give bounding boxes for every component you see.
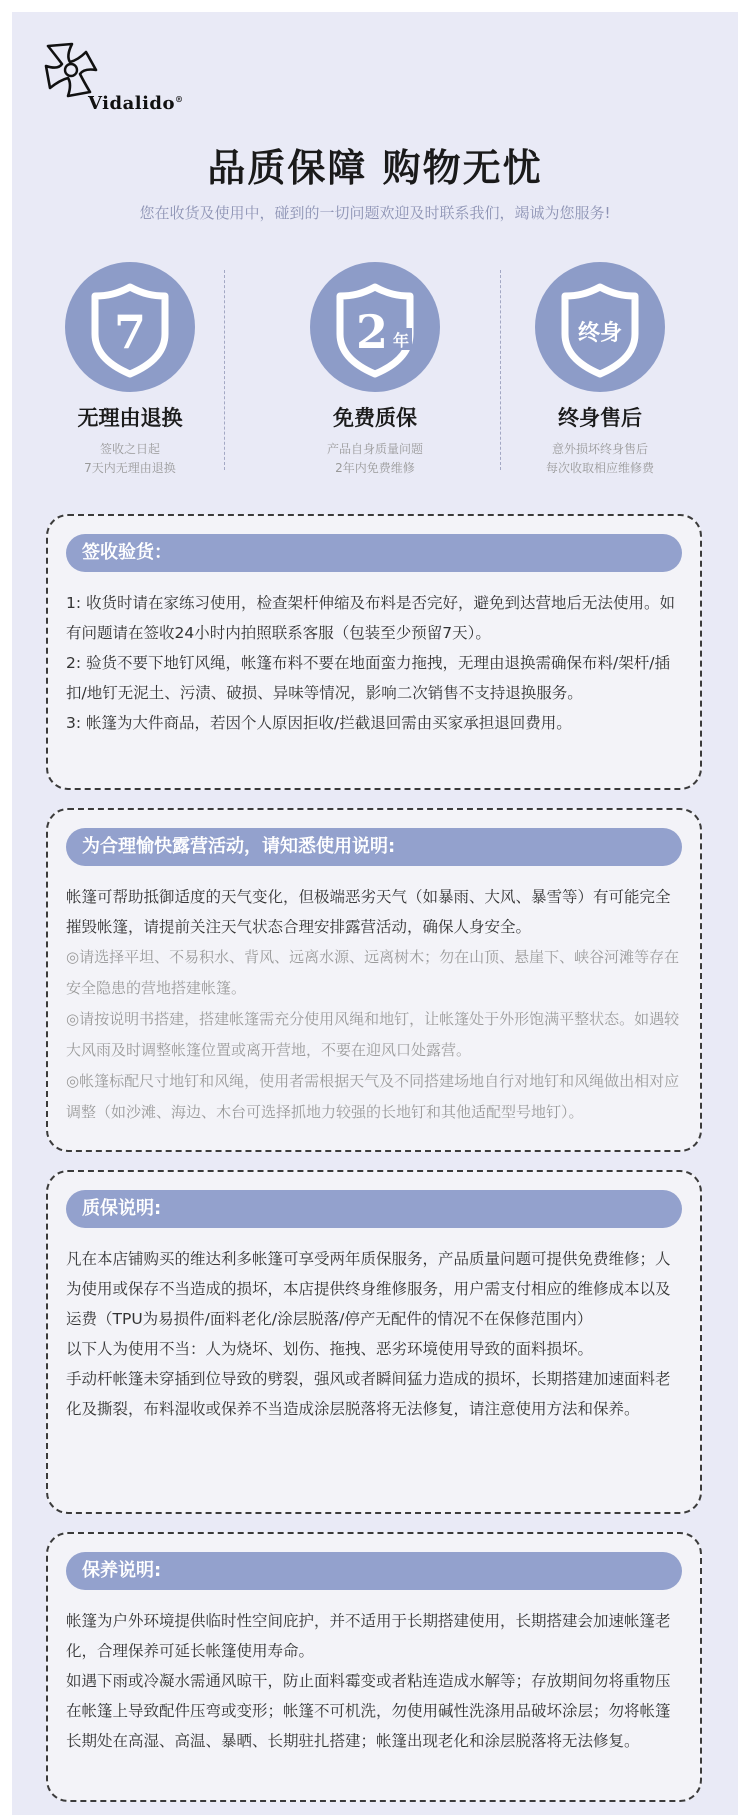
badge-title: 无理由退换 — [77, 406, 183, 430]
paragraph: 手动杆帐篷未穿插到位导致的劈裂，强风或者瞬间猛力造成的损坏，长期搭建加速面料老化及撕裂，布料湿收或保养不当造成涂层脱落将无法修复，请注意使用方法和保养。 — [66, 1370, 671, 1418]
paragraph: 凡在本店铺购买的维达利多帐篷可享受两年质保服务，产品质量问题可提供免费维修；人为使用或保存不当造成的损坏，本店提供终身维修服务，用户需支付相应的维修成本以及运费（TPU为易损件/面料老化/涂层脱落/停产无配件的情况不在保修范围内） — [66, 1250, 671, 1328]
badge-description: 签收之日起 7天内无理由退换 — [84, 442, 176, 475]
paragraph: 2: 验货不要下地钉风绳，帐篷布料不要在地面蛮力拖拽，无理由退换需确保布料/架杆/插扣/地钉无泥土、污渍、破损、异味等情况，影响二次销售不支持退换服务。 — [66, 654, 670, 702]
section-usage-notes — [46, 808, 702, 1152]
paragraph: 以下人为使用不当：人为烧坏、划伤、拖拽、恶劣环境使用导致的面料损坏。 — [66, 1340, 594, 1358]
section-title: 为合理愉快露营活动，请知悉使用说明: — [66, 828, 682, 866]
brand-name: Vidalido® — [88, 93, 184, 114]
section-title: 质保说明: — [66, 1190, 682, 1228]
svg-text:2: 2 — [355, 305, 389, 359]
paragraph: 如遇下雨或冷凝水需通风晾干，防止面料霉变或者粘连造成水解等；存放期间勿将重物压在帐篷上导致配件压弯或变形；帐篷不可机洗，勿使用碱性洗涤用品破坏涂层；勿将帐篷长期处在高湿、高温、暴晒、长期驻扎搭建；帐篷出现老化和涂层脱落将无法修复。 — [66, 1672, 671, 1750]
page-subtitle: 您在收货及使用中，碰到的一切问题欢迎及时联系我们，竭诚为您服务! — [139, 204, 611, 222]
paragraph: 1: 收货时请在家练习使用，检查架杆伸缩及布料是否完好，避免到达营地后无法使用。如有问题请在签收24小时内拍照联系客服（包装至少预留7天）。 — [66, 594, 676, 642]
badge-title: 终身售后 — [558, 406, 642, 430]
paragraph: 帐篷可帮助抵御适度的天气变化，但极端恶劣天气（如暴雨、大风、暴雪等）有可能完全摧毁帐篷，请提前关注天气状态合理安排露营活动，确保人身安全。 — [66, 888, 671, 936]
section-body — [66, 1244, 684, 1424]
badge-description: 产品自身质量问题 2年内免费维修 — [326, 442, 423, 475]
note: ◎帐篷标配尺寸地钉和风绳，使用者需根据天气及不同搭建场地自行对地钉和风绳做出相对应调整（如沙滩、海边、木台可选择抓地力较强的长地钉和其他适配型号地钉）。 — [66, 1072, 680, 1121]
page — [12, 12, 738, 1815]
section-inspection — [46, 514, 702, 790]
note: ◎请按说明书搭建，搭建帐篷需充分使用风绳和地钉，让帐篷处于外形饱满平整状态。如遇较大风雨及时调整帐篷位置或离开营地，不要在迎风口处露营。 — [66, 1010, 680, 1059]
badge-after-sales — [490, 262, 710, 478]
tri-blade-logo-icon — [42, 40, 102, 100]
svg-text:7: 7 — [113, 305, 147, 359]
section-title: 保养说明: — [66, 1552, 682, 1590]
section-body — [66, 588, 684, 738]
badge-description: 意外损坏终身售后 每次收取相应维修费 — [545, 442, 654, 475]
section-body — [66, 1606, 684, 1756]
badge-warranty — [265, 262, 485, 478]
paragraph: 3: 帐篷为大件商品，若因个人原因拒收/拦截退回需由买家承担退回费用。 — [66, 714, 572, 732]
section-body — [66, 882, 684, 1128]
divider — [224, 270, 225, 470]
section-warranty — [46, 1170, 702, 1514]
note: ◎请选择平坦、不易积水、背风、远离水源、远离树木；勿在山顶、悬崖下、峡谷河滩等存在安全隐患的营地搭建帐篷。 — [66, 948, 680, 997]
paragraph: 帐篷为户外环境提供临时性空间庇护，并不适用于长期搭建使用，长期搭建会加速帐篷老化，合理保养可延长帐篷使用寿命。 — [66, 1612, 671, 1660]
svg-text:终身: 终身 — [577, 321, 623, 346]
shield-2-year-icon — [310, 262, 440, 392]
shield-lifetime-icon — [535, 262, 665, 392]
brand-logo — [42, 40, 202, 120]
badge-title: 免费质保 — [333, 406, 417, 430]
shield-7-icon — [65, 262, 195, 392]
section-maintenance — [46, 1532, 702, 1802]
svg-text:年: 年 — [392, 331, 410, 350]
badge-return — [20, 262, 240, 478]
section-title: 签收验货： — [66, 534, 682, 572]
guarantee-badges — [12, 262, 738, 492]
page-title: 品质保障 购物无忧 — [207, 146, 543, 190]
